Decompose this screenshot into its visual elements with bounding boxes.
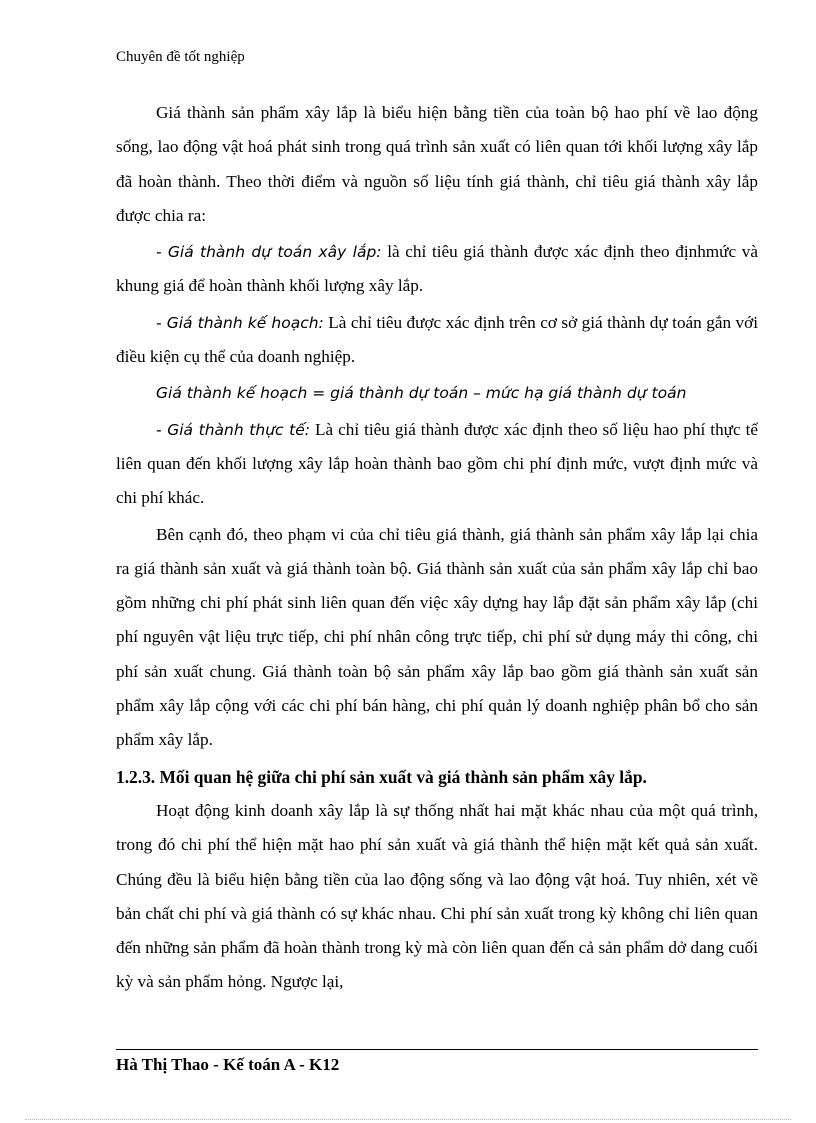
paragraph-scope: Bên cạnh đó, theo phạm vi của chỉ tiêu giá thành, giá thành sản phẩm xây lắp lại chia ra giá thành sản xuất và giá thành toàn bộ. Giá thành sản xuất của sản phẩm xây lắp chỉ bao gồm những chi phí phát sinh liên quan đến việc xây dựng hay lắp đặt sản phẩm xây lắp (chi phí nguyên vật liệu trực tiếp, chi phí nhân công trực tiếp, chi phí sử dụng máy thi công, chi phí sản xuất chung. Giá thành toàn bộ sản phẩm xây lắp bao gồm giá thành sản xuất sản phẩm xây lắp cộng với các chi phí bán hàng, chi phí quản lý doanh nghiệp phân bổ cho sản phẩm xây lắp. [116,524,758,750]
paragraph-relationship: Hoạt động kinh doanh xây lắp là sự thống nhất hai mặt khác nhau của một quá trình, trong đó chi phí thể hiện mặt hao phí sản xuất và giá thành thể hiện mặt kết quả sản xuất. Chúng đều là biểu hiện bằng tiền của lao động sống và lao động vật hoá. Tuy nhiên, xét về bản chất chi phí và giá thành có sự khác nhau. Chi phí sản xuất trong kỳ không chỉ liên quan đến những sản phẩm đã hoàn thành trong kỳ mà còn liên quan đến cả sản phẩm dở dang cuối kỳ và sản phẩm hỏng. Ngược lại, [116,800,758,992]
paragraph-actual-cost [116,413,758,516]
estimated-cost-label: - Giá thành dự toán xây lắp: [156,243,382,262]
planned-cost-formula: Giá thành kế hoạch = giá thành dự toán – mức hạ giá thành dự toán [156,384,687,403]
estimated-cost-text: là chỉ tiêu giá thành được xác định theo địnhmức và khung giá để hoàn thành khối lượng xây lắp. [116,242,758,296]
section-heading: 1.2.3. Mối quan hệ giữa chi phí sản xuất và giá thành sản phẩm xây lắp. [116,766,647,787]
planned-cost-text: Là chỉ tiêu được xác định trên cơ sở giá thành dự toán gắn với điều kiện cụ thể của doanh nghiệp. [116,312,758,367]
planned-cost-label: - Giá thành kế hoạch: [156,313,324,332]
document-body [116,96,758,1002]
paragraph-formula [116,376,758,410]
actual-cost-label: - Giá thành thực tế: [156,420,310,439]
page-header: Chuyên đề tốt nghiệp [116,49,245,65]
page-footer: Hà Thị Thao - Kế toán A - K12 [116,1055,340,1074]
actual-cost-text: Là chỉ tiêu giá thành được xác định theo số liệu hao phí thực tế liên quan đến khối lượng xây lắp hoàn thành bao gồm chi phí định mức, vượt định mức và chi phí khác. [116,419,758,508]
footer-divider [116,1049,758,1050]
paragraph-planned-cost [116,306,758,375]
paragraph-estimated-cost [116,235,758,304]
paragraph-definition: Giá thành sản phẩm xây lắp là biểu hiện bằng tiền của toàn bộ hao phí về lao động sống, lao động vật hoá phát sinh trong quá trình sản xuất có liên quan tới khối lượng xây lắp đã hoàn thành. Theo thời điểm và nguồn số liệu tính giá thành, chỉ tiêu giá thành xây lắp được chia ra: [116,103,758,225]
page-boundary [25,1119,791,1120]
